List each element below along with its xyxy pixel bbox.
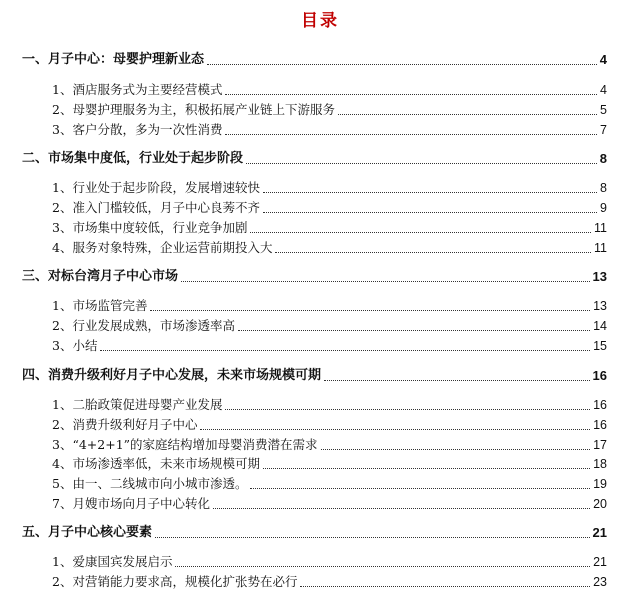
dot-leader: [181, 280, 590, 282]
toc-item-label: 2、准入门槛较低，月子中心良莠不齐: [52, 200, 260, 215]
toc-item[interactable]: [52, 296, 607, 316]
dot-leader: [263, 211, 597, 213]
toc-page-number: 13: [592, 269, 607, 284]
toc-page-number: 8: [599, 151, 607, 166]
toc-item[interactable]: [52, 178, 607, 198]
toc-item-label: 3、客户分散，多为一次性消费: [52, 122, 223, 137]
toc-page-number: 23: [593, 575, 607, 589]
toc-section[interactable]: [22, 50, 607, 70]
toc-page-number: 7: [600, 123, 607, 137]
toc-item[interactable]: [52, 572, 607, 592]
dot-leader: [324, 379, 590, 381]
dot-leader: [155, 536, 590, 538]
dot-leader: [225, 408, 590, 410]
toc-item-label: 1、爱康国宾发展启示: [52, 554, 173, 569]
toc-item[interactable]: [52, 435, 607, 455]
dot-leader: [250, 231, 591, 233]
toc-page-number: 15: [593, 339, 607, 353]
toc-page-number: 18: [593, 457, 607, 471]
toc-item[interactable]: [52, 316, 607, 336]
toc-page-number: 8: [600, 181, 607, 195]
toc-item[interactable]: [52, 494, 607, 514]
dot-leader: [250, 487, 590, 489]
toc-page-number: 14: [593, 319, 607, 333]
toc-item[interactable]: [52, 395, 607, 415]
dot-leader: [338, 113, 597, 115]
toc-item-label: 1、行业处于起步阶段，发展增速较快: [52, 180, 260, 195]
dot-leader: [225, 133, 597, 135]
toc-section-label: 五、月子中心核心要素: [22, 525, 153, 540]
toc-item-label: 2、母婴护理服务为主，积极拓展产业链上下游服务: [52, 102, 335, 117]
toc-page-number: 11: [594, 221, 607, 235]
toc-section[interactable]: [22, 366, 607, 386]
dot-leader: [175, 565, 590, 567]
dot-leader: [225, 93, 597, 95]
toc-page-number: 17: [593, 438, 607, 452]
toc-page-number: 21: [593, 555, 607, 569]
dot-leader: [300, 585, 590, 587]
dot-leader: [275, 251, 591, 253]
toc-section-label: 二、市场集中度低，行业处于起步阶段: [22, 151, 244, 166]
toc-page-number: 21: [592, 525, 607, 540]
toc-item[interactable]: [52, 100, 607, 120]
toc-page-number: 16: [593, 418, 607, 432]
dot-leader: [238, 329, 590, 331]
toc-item-label: 1、市场监管完善: [52, 298, 148, 313]
toc-item[interactable]: [52, 474, 607, 494]
toc-page-number: 20: [593, 497, 607, 511]
toc-item-label: 4、市场渗透率低，未来市场规模可期: [52, 456, 260, 471]
dot-leader: [150, 309, 590, 311]
toc-item[interactable]: [52, 336, 607, 356]
toc-section-label: 三、对标台湾月子中心市场: [22, 269, 179, 284]
toc-item-label: 2、对营销能力要求高，规模化扩张势在必行: [52, 574, 298, 589]
toc-page-number: 19: [593, 477, 607, 491]
toc-item-label: 4、服务对象特殊，企业运营前期投入大: [52, 240, 273, 255]
toc-page-number: 13: [593, 299, 607, 313]
dot-leader: [263, 191, 597, 193]
toc-item[interactable]: [52, 198, 607, 218]
dot-leader: [321, 448, 591, 450]
dot-leader: [246, 162, 597, 164]
dot-leader: [263, 467, 590, 469]
toc-section-label: 一、月子中心：母婴护理新业态: [22, 52, 205, 67]
toc-item[interactable]: [52, 454, 607, 474]
toc-item[interactable]: [52, 218, 607, 238]
toc-page-number: 5: [600, 103, 607, 117]
toc-item[interactable]: [52, 238, 607, 258]
toc-section[interactable]: [22, 523, 607, 543]
toc-item-label: 1、酒店服务式为主要经营模式: [52, 82, 223, 97]
dot-leader: [200, 428, 590, 430]
toc-item-label: 1、二胎政策促进母婴产业发展: [52, 397, 223, 412]
toc-page-number: 9: [600, 201, 607, 215]
toc-item[interactable]: [52, 80, 607, 100]
toc-item-label: 2、消费升级利好月子中心: [52, 417, 198, 432]
dot-leader: [213, 507, 590, 509]
toc-item-label: 2、行业发展成熟，市场渗透率高: [52, 318, 235, 333]
toc-page-number: 16: [592, 368, 607, 383]
toc-item-label: 3、“4+2+1”的家庭结构增加母婴消费潜在需求: [52, 437, 318, 452]
toc-item[interactable]: [52, 552, 607, 572]
toc-page-number: 4: [600, 83, 607, 97]
toc-section-label: 四、消费升级利好月子中心发展，未来市场规模可期: [22, 368, 322, 383]
dot-leader: [207, 63, 597, 65]
toc-section[interactable]: [22, 149, 607, 169]
toc-section[interactable]: [22, 267, 607, 287]
toc-item[interactable]: [52, 415, 607, 435]
toc-page-number: 11: [594, 241, 607, 255]
toc-item-label: 7、月嫂市场向月子中心转化: [52, 496, 210, 511]
page-title: 目录: [301, 11, 339, 31]
toc-item-label: 5、由一、二线城市向小城市渗透。: [52, 476, 248, 491]
toc-page-number: 4: [599, 52, 607, 67]
toc-item-label: 3、小结: [52, 338, 98, 353]
toc-item-label: 3、市场集中度较低，行业竞争加剧: [52, 220, 248, 235]
toc-page-number: 16: [593, 398, 607, 412]
toc-item[interactable]: [52, 120, 607, 140]
dot-leader: [100, 349, 590, 351]
